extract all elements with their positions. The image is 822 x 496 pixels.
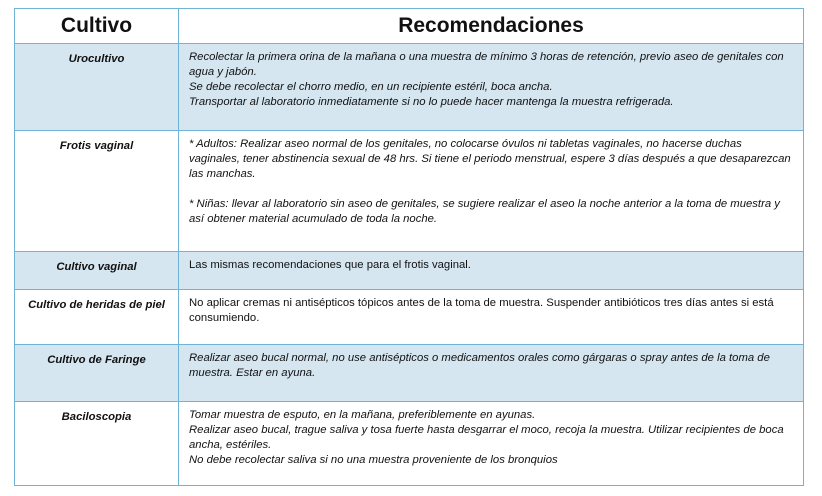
table-row-faringe [15,345,804,402]
table-row-cultivo-vaginal [15,252,804,290]
culture-name: Cultivo vaginal [15,252,179,290]
recommendations-table [14,8,804,486]
culture-name: Baciloscopia [15,402,179,486]
table-row-heridas-piel [15,290,804,345]
recommendation-line: * Niñas: llevar al laboratorio sin aseo de genitales, se sugiere realizar el aseo la noche anterior a la toma de muestra y así obtener material acumulado de toda la noche. [189,198,780,225]
header-recomendaciones: Recomendaciones [179,9,804,44]
recommendations-table-container [14,8,804,486]
recommendation-line: Se debe recolectar el chorro medio, en un recipiente estéril, boca ancha. [189,81,553,93]
recommendation-line: No aplicar cremas ni antisépticos tópicos antes de la toma de muestra. Suspender antibióticos tres días antes si está consumiendo. [189,297,774,324]
recommendation-line: Las mismas recomendaciones que para el frotis vaginal. [189,259,471,271]
table-row-frotis-vaginal [15,131,804,252]
recommendation-line: * Adultos: Realizar aseo normal de los genitales, no colocarse óvulos ni tabletas vaginales, no hacerse duchas vaginales, tener abstinencia sexual de 48 hrs. Si tiene el periodo menstrual, espere 3 días después a que desaparezcan las manchas. [189,138,791,180]
recommendation-cell [179,402,804,486]
recommendation-line: Realizar aseo bucal, trague saliva y tosa fuerte hasta desgarrar el moco, recoja la muestra. Utilizar recipientes de boca ancha, estériles. [189,424,784,451]
header-cultivo: Cultivo [15,9,179,44]
table-header-row [15,9,804,44]
culture-name: Cultivo de heridas de piel [15,290,179,345]
recommendation-line: Transportar al laboratorio inmediatamente si no lo puede hacer mantenga la muestra refrigerada. [189,96,674,108]
recommendation-cell [179,290,804,345]
culture-name: Urocultivo [15,44,179,131]
paragraph-spacer [189,182,795,197]
table-row-baciloscopia [15,402,804,486]
culture-name: Frotis vaginal [15,131,179,252]
recommendation-cell [179,252,804,290]
recommendation-line: Recolectar la primera orina de la mañana o una muestra de mínimo 3 horas de retención, previo aseo de genitales con agua y jabón. [189,51,784,78]
recommendation-cell [179,345,804,402]
recommendation-cell [179,131,804,252]
recommendation-cell [179,44,804,131]
recommendation-line: Tomar muestra de esputo, en la mañana, preferiblemente en ayunas. [189,409,536,421]
recommendation-line: No debe recolectar saliva si no una muestra proveniente de los bronquios [189,454,558,466]
table-row-urocultivo [15,44,804,131]
culture-name: Cultivo de Faringe [15,345,179,402]
recommendation-line: Realizar aseo bucal normal, no use antisépticos o medicamentos orales como gárgaras o spray antes de la toma de muestra. Estar en ayuna. [189,352,770,379]
